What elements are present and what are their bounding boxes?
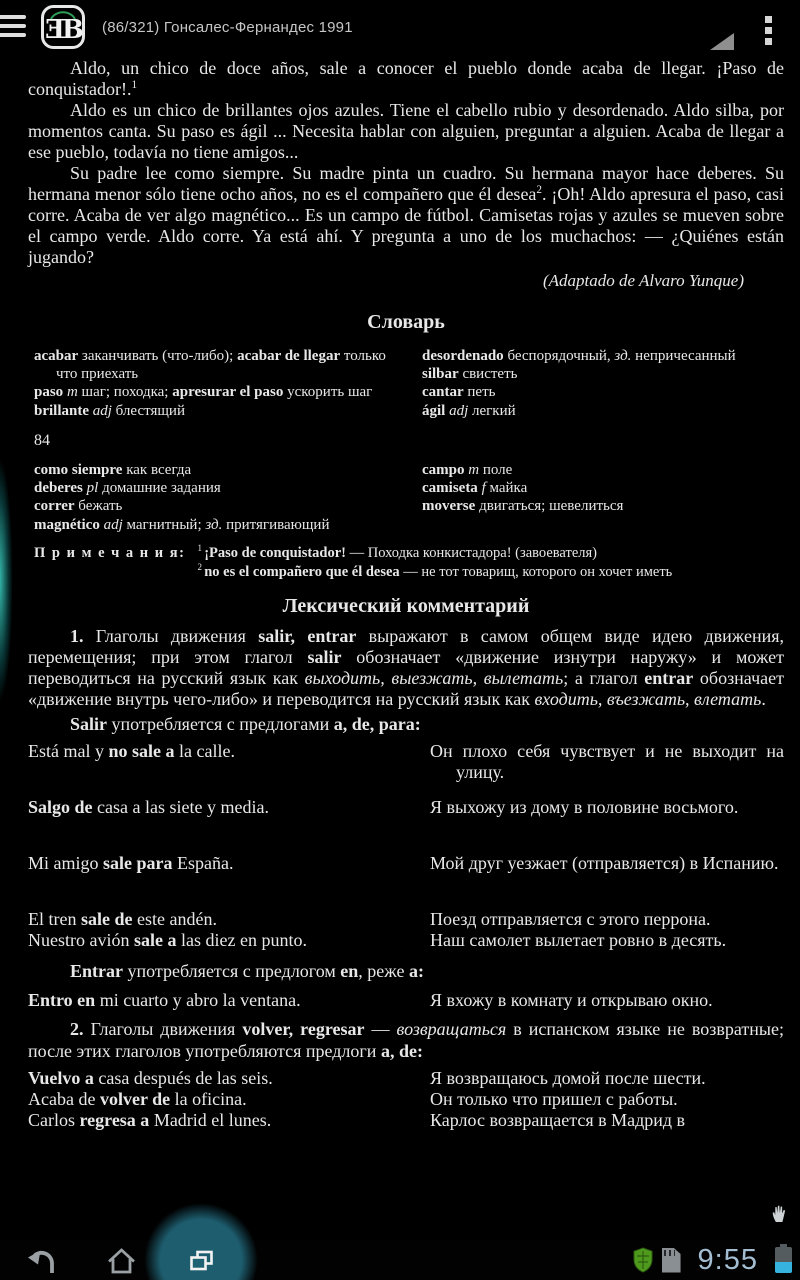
attribution: (Adaptado de Alvaro Yunque) (543, 271, 744, 291)
vocab-entry: correr бежать (34, 498, 123, 515)
vocab-column-left (34, 461, 396, 534)
example-row (28, 930, 784, 951)
vocab-entry: desordenado беспорядочный, зд. непричесанный (422, 347, 736, 364)
logo-letters: ƎB (45, 15, 81, 45)
example-es: Salgo de casa a las siete y media. (28, 797, 269, 818)
example-ru: Я выхожу из дому в половине восьмого. (430, 797, 739, 818)
antivirus-shield-icon (633, 1247, 653, 1273)
recents-button[interactable] (172, 1240, 230, 1280)
vocab-entry: camiseta f майка (422, 479, 528, 496)
example-row (28, 909, 784, 930)
title-bar (0, 0, 800, 54)
story-paragraph: Su padre lee como siempre. Su madre pinta un cuadro. Su hermana mayor hace deberes. Su hermana menor sólo tiene ocho años, no es el compañero que él desea$^2$. ¡Oh! Aldo apresura el paso, casi corre. Acaba de ver algo magnético... Es un campo de fútbol. Camisetas rojas y azules se mueven sobre el campo verde. Aldo corre. Ya está ahí. Y pregunta a uno de los muchachos: — ¿Quiénes están jugando? (28, 163, 784, 268)
example-es: Está mal y no sale a la calle. (28, 741, 235, 762)
book-title: (86/321) Гонсалес-Фернандес 1991 (102, 18, 353, 36)
home-button[interactable] (92, 1240, 150, 1280)
commentary-paragraph: 2. Глаголы движения volver, regresar — возвращаться в испанском языке не возвратные; после этих глаголов употребляются предлоги a, de: (28, 1019, 785, 1061)
commentary-heading: Лексический комментарий (282, 594, 530, 617)
battery-icon (775, 1247, 792, 1273)
example-ru: Я вхожу в комнату и открываю окно. (430, 990, 713, 1011)
page-corner-marker[interactable] (710, 33, 734, 50)
vocab-entry: campo m поле (422, 461, 513, 478)
vocab-entry: ágil adj легкий (422, 402, 516, 419)
scroll-edge-glow (0, 420, 20, 740)
vocab-entry: cantar петь (422, 384, 496, 401)
example-row (28, 741, 784, 790)
vocab-entry: moverse двигаться; шевелиться (422, 498, 624, 515)
example-ru: Наш самолет вылетает ровно в десять. (430, 930, 727, 951)
vocabulary-block-1 (28, 347, 784, 420)
page-number: 84 (34, 431, 50, 449)
usage-line: Entrar употребляется с предлогом en, реже a: (70, 961, 424, 982)
example-es: Carlos regresa a Madrid el lunes. (28, 1109, 272, 1130)
vocab-column-left (34, 347, 396, 420)
vocab-entry: brillante adj блестящий (34, 402, 185, 419)
story-paragraph: Aldo, un chico de doce años, sale a conocer el pueblo donde acaba de llegar. ¡Paso de conquistador!.$^1$ (28, 58, 784, 100)
example-ru: Мой друг уезжает (отправляется) в Испанию. (430, 853, 779, 874)
android-navbar (0, 1240, 800, 1280)
example-ru: Он только что пришел с работы. (430, 1088, 678, 1109)
example-ru: Он плохо себя чувствует и не выходит на улицу. (430, 741, 784, 783)
footnote: $^1$ ¡Paso de conquistador! — Походка конкистадора! (завоевателя) (197, 543, 598, 561)
example-es: Acaba de volver de la oficina. (28, 1088, 247, 1109)
examples-salir (28, 741, 784, 951)
notes-label: П р и м е ч а н и я: (34, 544, 186, 561)
example-es: El tren sale de este andén. (28, 909, 217, 930)
vocab-entry: paso m шаг; походка; apresurar el paso ускорить шаг (34, 384, 373, 401)
vocab-entry: silbar свистеть (422, 366, 518, 383)
sd-card-icon (662, 1248, 681, 1273)
status-area (633, 1240, 792, 1280)
pan-hand-icon (770, 1203, 788, 1228)
example-row (28, 853, 784, 902)
back-button[interactable] (12, 1240, 70, 1280)
example-row (28, 797, 784, 846)
vocab-entry: acabar заканчивать (что-либо); acabar de llegar только что приехать (34, 347, 386, 383)
book-page[interactable] (0, 54, 800, 1240)
usage-line: Salir употребляется с предлогами a, de, para: (70, 714, 421, 735)
example-ru: Поезд отправляется с этого перрона. (430, 909, 711, 930)
vocabulary-block-2 (28, 461, 784, 534)
example-es: Entro en mi cuarto y abro la ventana. (28, 990, 301, 1011)
story-paragraph: Aldo es un chico de brillantes ojos azules. Tiene el cabello rubio y desordenado. Aldo silba, por momentos canta. Su paso es ágil ... Necesita hablar con alguien, preguntar a alguien. Acaba de llegar a ese pueblo, todavía no tiene amigos... (28, 100, 784, 163)
vocab-entry: deberes pl домашние задания (34, 479, 221, 496)
clock: 9:55 (697, 1243, 758, 1276)
menu-icon[interactable] (0, 15, 26, 37)
vocab-column-right (422, 461, 784, 534)
example-ru: Я возвращаюсь домой после шести. (430, 1067, 706, 1088)
example-es: Vuelvo a casa después de las seis. (28, 1067, 273, 1088)
commentary-paragraph: 1. Глаголы движения salir, entrar выражают в самом общем виде идею движения, перемещения; при этом глагол salir обозначает «движение изнутри наружу» и может переводиться на русский язык как выходить, выезжать, вылетать; а глагол entrar обозначает «движение внутрь чего-либо» и переводится на русский язык как входить, въезжать, влетать. (28, 626, 784, 710)
example-row (28, 990, 784, 1011)
notes-block (28, 544, 784, 583)
vocab-column-right (422, 347, 784, 420)
example-row (28, 1068, 784, 1089)
vocab-entry: como siempre как всегда (34, 461, 192, 478)
footnote: $^2$ no es el compañero que él desea — не тот товарищ, которого он хочет иметь (197, 562, 673, 581)
example-row (28, 1089, 784, 1110)
examples-volver (28, 1068, 784, 1131)
app-logo-icon[interactable] (40, 4, 86, 50)
example-es: Nuestro avión sale a las diez en punto. (28, 930, 307, 951)
overflow-menu-icon[interactable] (765, 16, 772, 45)
vocabulary-heading: Словарь (367, 311, 445, 334)
example-row (28, 1110, 784, 1131)
example-es: Mi amigo sale para España. (28, 853, 234, 874)
example-ru: Карлос возвращается в Мадрид в (430, 1109, 686, 1130)
vocab-entry: magnético adj магнитный; зд. притягивающий (34, 516, 330, 533)
